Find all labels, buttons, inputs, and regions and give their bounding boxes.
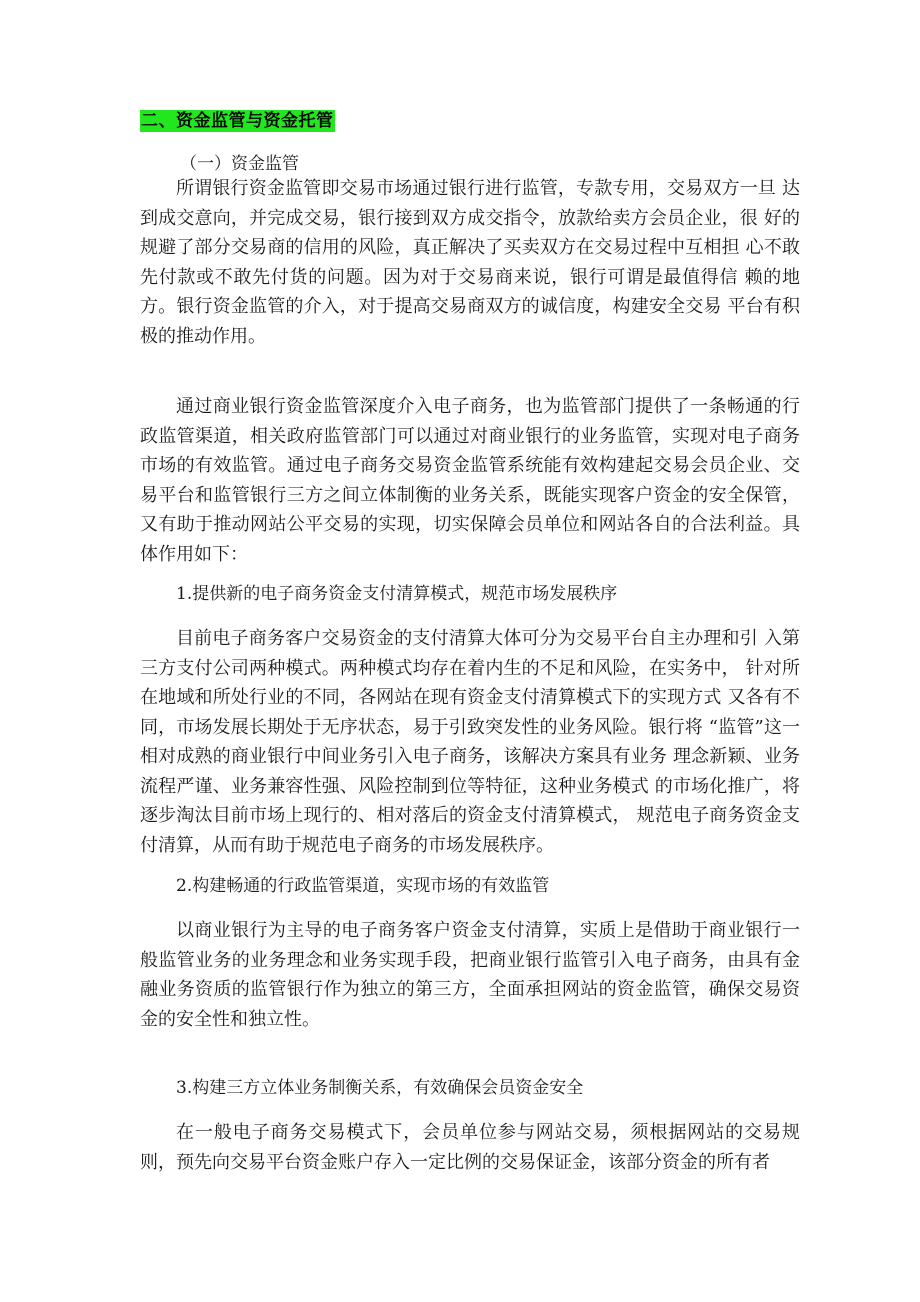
paragraph-member-funds: 在一般电子商务交易模式下，会员单位参与网站交易，须根据网站的交易规则，预先向交易平台资金账户存入一定比例的交易保证金，该部分资金的所有者 [140, 1122, 800, 1173]
list-item-heading-2: 2.构建畅通的行政监管渠道，实现市场的有效监管 [176, 876, 550, 896]
paragraph-settlement-model: 目前电子商务客户交易资金的支付清算大体可分为交易平台自主办理和引 入第三方支付公司两种模式。两种模式均存在着内生的不足和风险，在实务中， 针对所在地域和所处行业的不同，各网站在现有资金支付清算模式下的实现方式 又各有不同，市场发展长期处于无序状态，易于引致突发性的业务风险。银行将 “监管”这一相对成熟的商业银行中间业务引入电子商务，该解决方案具有业务 理念新颖、业务流程严谨、业务兼容性强、风险控制到位等特征，这种业务模式 的市场化推广，将逐步淘汰目前市场上现行的、相对落后的资金支付清算模式， 规范电子商务资金支付清算，从而有助于规范电子商务的市场发展秩序。 [140, 628, 800, 856]
list-item-heading-1: 1.提供新的电子商务资金支付清算模式，规范市场发展秩序 [176, 584, 618, 604]
paragraph-administrative-channel: 以商业银行为主导的电子商务客户资金支付清算，实质上是借助于商业银行一般监管业务的业务理念和业务实现手段，把商业银行监管引入电子商务，由具有金融业务资质的监管银行作为独立的第三方，全面承担网站的资金监管，确保交易资金的安全性和独立性。 [140, 920, 800, 1030]
section-heading: 二、资金监管与资金托管 [141, 111, 334, 131]
paragraph-bank-supervision-definition: 所谓银行资金监管即交易市场通过银行进行监管，专款专用，交易双方一旦 达到成交意向，并完成交易，银行接到双方成交指令，放款给卖方会员企业，很 好的规避了部分交易商的信用的风险，真正解决了买卖双方在交易过程中互相担 心不敢先付款或不敢先付货的问题。因为对于交易商来说，银行可谓是最值得信 赖的地方。银行资金监管的介入，对于提高交易商双方的诚信度，构建安全交易 平台有积极的推动作用。 [140, 178, 800, 347]
paragraph-supervision-channel: 通过商业银行资金监管深度介入电子商务，也为监管部门提供了一条畅通的行政监管渠道，相关政府监管部门可以通过对商业银行的业务监管，实现对电子商务市场的有效监管。通过电子商务交易资金监管系统能有效构建起交易会员企业、交易平台和监管银行三方之间立体制衡的业务关系，既能实现客户资金的安全保管，又有助于推动网站公平交易的实现，切实保障会员单位和网站各自的合法利益。具体作用如下： [140, 396, 800, 565]
list-item-heading-3: 3.构建三方立体业务制衡关系，有效确保会员资金安全 [176, 1078, 584, 1098]
subsection-heading: （一）资金监管 [180, 154, 299, 174]
